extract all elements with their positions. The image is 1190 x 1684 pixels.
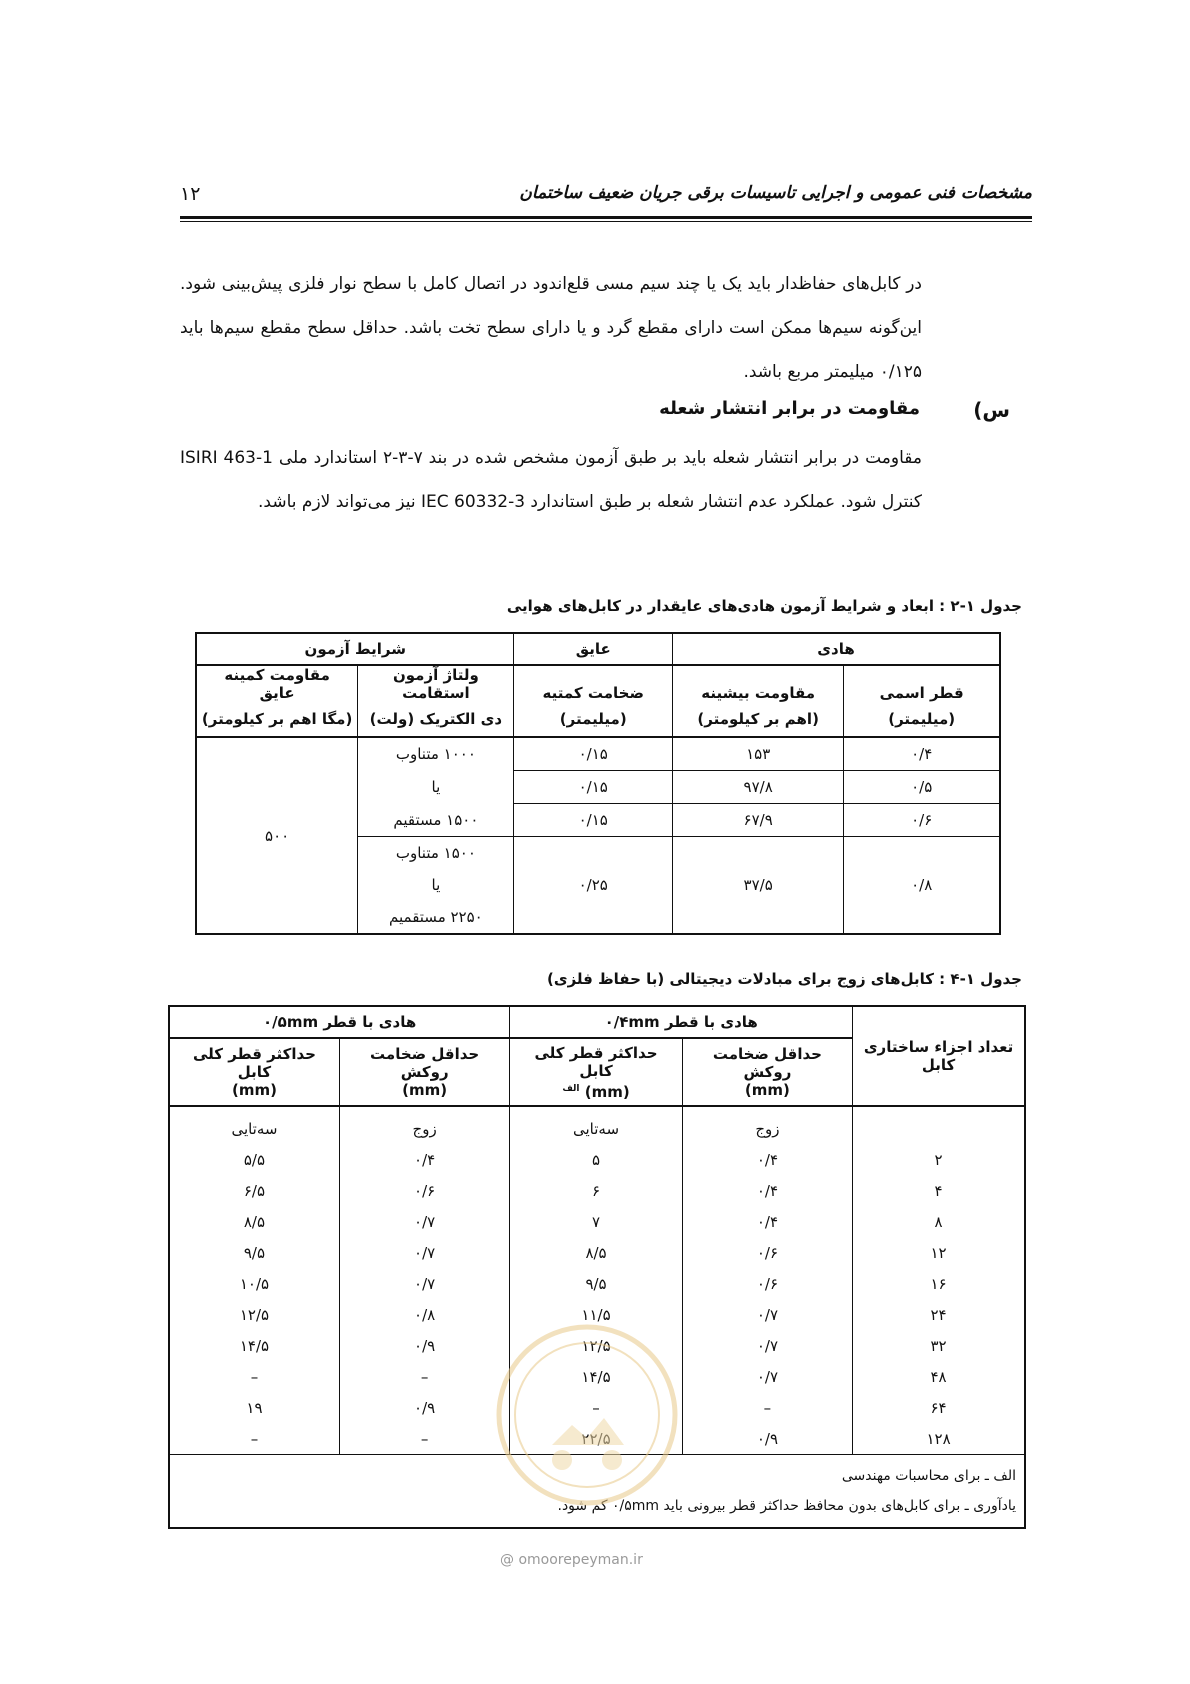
t1-cell: ۹۷/۸	[673, 771, 844, 804]
col-max-diameter-04-l1: حداکثر قطر کلی	[534, 1043, 658, 1062]
t2-cell: ۵/۵	[169, 1144, 339, 1175]
t2-cell: ۰/۸	[339, 1299, 509, 1330]
col-min-thickness: ضخامت کمتیه	[514, 665, 673, 702]
col-min-sheath-05-l2: روکش	[400, 1063, 449, 1081]
t2-cell: ۶۴	[853, 1392, 1025, 1423]
watermark-site: @ omoorepeyman.ir	[500, 1552, 643, 1568]
group-conductor-05: هادی با قطر ۰/۵mm	[169, 1006, 510, 1038]
section-title: مقاومت در برابر انتشار شعله	[659, 398, 920, 419]
t2-cell: ۰/۴	[682, 1144, 852, 1175]
t2-cell: ۴۸	[853, 1361, 1025, 1392]
t2-cell: ۸/۵	[510, 1237, 682, 1268]
t1-cell: ۳۷/۵	[673, 837, 844, 935]
header-title: مشخصات فنی عمومی و اجرایی تاسیسات برقی جریان ضعیف ساختمان	[519, 183, 1032, 203]
t2-cell: ۰/۶	[682, 1237, 852, 1268]
t2-cell: ۰/۷	[682, 1330, 852, 1361]
watermark-seal-icon	[492, 1320, 682, 1510]
t2-cell: ۰/۴	[339, 1144, 509, 1175]
t2-cell: ۱۲۸	[853, 1423, 1025, 1455]
t2-cell: –	[339, 1361, 509, 1392]
unit-diameter: (میلیمتر)	[844, 702, 1000, 737]
col-test-voltage: ولتاژ آزمون استقامت	[358, 665, 514, 702]
col-min-sheath-05	[339, 1038, 509, 1106]
t2-cell: –	[682, 1392, 852, 1423]
t2-cell: –	[169, 1423, 339, 1455]
header-rule	[180, 216, 1032, 219]
col-max-diameter-04	[510, 1038, 682, 1106]
t2-cell: ۸	[853, 1206, 1025, 1237]
t2-cell: ۰/۷	[682, 1361, 852, 1392]
section-letter: س)	[973, 398, 1010, 422]
group-conductor-04: هادی با قطر ۰/۴mm	[510, 1006, 853, 1038]
t2-cell: زوج	[682, 1106, 852, 1144]
paragraph-flame-resistance: مقاومت در برابر انتشار شعله باید بر طبق آزمون مشخص شده در بند ۷-۳-۲ استاندارد ملی ISIRI 463-1 کنترل شود. عملکرد عدم انتشار شعله بر طبق استاندارد IEC 60332-3 نیز می‌تواند لازم باشد.	[180, 448, 922, 512]
t1-cell: ۰/۲۵	[514, 837, 673, 935]
col-structural-elements-l1: تعداد اجزاء ساختاری	[863, 1038, 1014, 1056]
t2-cell: ۲۴	[853, 1299, 1025, 1330]
t1-cell: ۰/۶	[844, 804, 1000, 837]
t1-cell: یا	[358, 869, 514, 901]
t2-cell: ۸/۵	[169, 1206, 339, 1237]
col-min-sheath-05-unit: (mm)	[402, 1081, 448, 1099]
t2-cell: –	[510, 1392, 682, 1423]
col-max-diameter-04-l2: کابل	[579, 1061, 613, 1080]
table-insulated-conductors	[195, 632, 1001, 935]
unit-voltage: دی الکتریک (ولت)	[358, 702, 514, 737]
col-min-sheath-05-l1: حداقل ضخامت	[370, 1045, 480, 1063]
t2-cell: ۱۴/۵	[169, 1330, 339, 1361]
t2-cell: ۲	[853, 1144, 1025, 1175]
unit-insulation-resistance: (مگا اهم بر کیلومتر)	[196, 702, 358, 737]
t2-cell: –	[169, 1361, 339, 1392]
col-min-sheath-04	[682, 1038, 852, 1106]
t1-cell: ۶۷/۹	[673, 804, 844, 837]
t2-cell	[853, 1106, 1025, 1144]
col-max-diameter-05-unit: (mm)	[231, 1081, 277, 1099]
col-max-resistance: مقاومت بیشینه	[673, 665, 844, 702]
t2-cell: ۰/۹	[339, 1392, 509, 1423]
t2-cell: ۴	[853, 1175, 1025, 1206]
t2-cell: ۰/۶	[682, 1268, 852, 1299]
group-insulation: عایق	[514, 633, 673, 665]
group-conductor: هادی	[673, 633, 1001, 665]
table2-note-reminder: یادآوری ـ برای کابل‌های بدون محافظ حداکثر قطر بیرونی باید ۰/۵mm کم شود.	[557, 1498, 1016, 1514]
t2-cell: ۶	[510, 1175, 682, 1206]
col-max-diameter-05-l2: کابل	[237, 1063, 272, 1081]
t2-cell: –	[339, 1423, 509, 1455]
col-max-diameter-04-unit: (mm)	[584, 1082, 630, 1101]
t2-cell: ۷	[510, 1206, 682, 1237]
t2-cell: ۰/۴	[682, 1206, 852, 1237]
t2-cell: ۱۲/۵	[169, 1299, 339, 1330]
col-max-diameter-05-l1: حداکثر قطر کلی	[192, 1045, 316, 1063]
t2-cell: سه‌تایی	[169, 1106, 339, 1144]
t2-cell: ۰/۴	[682, 1175, 852, 1206]
col-min-sheath-04-l2: روکش	[743, 1063, 792, 1081]
t2-cell: سه‌تایی	[510, 1106, 682, 1144]
t1-cell: ۲۲۵۰ مستقمیم	[358, 901, 514, 934]
t1-cell: ۰/۴	[844, 737, 1000, 771]
col-nominal-diameter: قطر اسمی	[844, 665, 1000, 702]
t2-cell: ۰/۷	[339, 1206, 509, 1237]
t2-cell: زوج	[339, 1106, 509, 1144]
t2-cell: ۱۹	[169, 1392, 339, 1423]
t1-cell: ۰/۱۵	[514, 737, 673, 771]
col-structural-elements	[853, 1006, 1025, 1106]
table2-note-footnote: الف ـ برای محاسبات مهندسی	[841, 1468, 1016, 1484]
col-insulation-resistance-l1: مقاومت کمینه	[224, 666, 330, 684]
t2-cell: ۰/۶	[339, 1175, 509, 1206]
t2-cell: ۱۴/۵	[510, 1361, 682, 1392]
t2-cell: ۰/۷	[339, 1237, 509, 1268]
t1-cell: ۱۰۰۰ متناوب	[358, 737, 514, 771]
t1-cell: ۱۵۰۰ مستقیم	[358, 804, 514, 837]
col-min-sheath-04-unit: (mm)	[744, 1081, 790, 1099]
t2-cell: ۰/۷	[682, 1299, 852, 1330]
col-min-sheath-04-l1: حداقل ضخامت	[712, 1045, 822, 1063]
t1-cell: ۱۵۳	[673, 737, 844, 771]
t2-cell: ۱۲	[853, 1237, 1025, 1268]
table2-caption: جدول ۱-۴ : کابل‌های زوج برای مبادلات دیجیتالی (با حفاظ فلزی)	[547, 970, 1022, 988]
t2-cell: ۳۲	[853, 1330, 1025, 1361]
t1-cell: ۰/۸	[844, 837, 1000, 935]
t1-cell: یا	[358, 771, 514, 804]
col-structural-elements-l2: کابل	[921, 1056, 956, 1074]
t2-cell: ۶/۵	[169, 1175, 339, 1206]
t1-cell: ۰/۱۵	[514, 804, 673, 837]
footnote-marker: الف	[562, 1083, 580, 1094]
col-insulation-resistance	[196, 665, 358, 702]
t2-cell: ۹/۵	[169, 1237, 339, 1268]
watermark-url: omoorepeyman.ir	[518, 1552, 643, 1568]
t2-cell: ۱۱/۵	[510, 1299, 682, 1330]
t1-cell: ۱۵۰۰ متناوب	[358, 837, 514, 870]
paragraph-shielded-cables: در کابل‌های حفاظدار باید یک یا چند سیم مسی قلع‌اندود در اتصال کامل با سطح نوار فلزی پیش‌بینی شود. این‌گونه سیم‌ها ممکن است دارای مقطع گرد و یا دارای سطح تخت باشد. حداقل سطح مقطع سیم‌ها باید ۰/۱۲۵ میلیمتر مربع باشد.	[180, 274, 922, 382]
col-max-diameter-05	[169, 1038, 339, 1106]
t1-insulation-resistance-value: ۵۰۰	[196, 737, 358, 934]
t2-cell: ۱۲/۵	[510, 1330, 682, 1361]
t2-cell: ۹/۵	[510, 1268, 682, 1299]
t2-cell: ۱۶	[853, 1268, 1025, 1299]
t1-cell: ۰/۵	[844, 771, 1000, 804]
t1-cell: ۰/۱۵	[514, 771, 673, 804]
t2-cell: ۵	[510, 1144, 682, 1175]
page-number: ۱۲	[180, 183, 201, 205]
unit-resistance: (اهم بر کیلومتر)	[673, 702, 844, 737]
section-heading	[158, 398, 1010, 428]
t2-cell: ۰/۷	[339, 1268, 509, 1299]
t2-cell: ۱۰/۵	[169, 1268, 339, 1299]
table1-caption: جدول ۱-۲ : ابعاد و شرایط آزمون هادی‌های عایقدار در کابل‌های هوایی	[506, 597, 1022, 615]
t2-cell: ۰/۹	[682, 1423, 852, 1455]
group-test-conditions: شرایط آزمون	[196, 633, 514, 665]
unit-thickness: (میلیمتر)	[514, 702, 673, 737]
header-rule-thin	[180, 221, 1032, 222]
col-insulation-resistance-l2: عایق	[259, 684, 295, 702]
page-header	[180, 183, 1032, 209]
t2-cell: ۰/۹	[339, 1330, 509, 1361]
